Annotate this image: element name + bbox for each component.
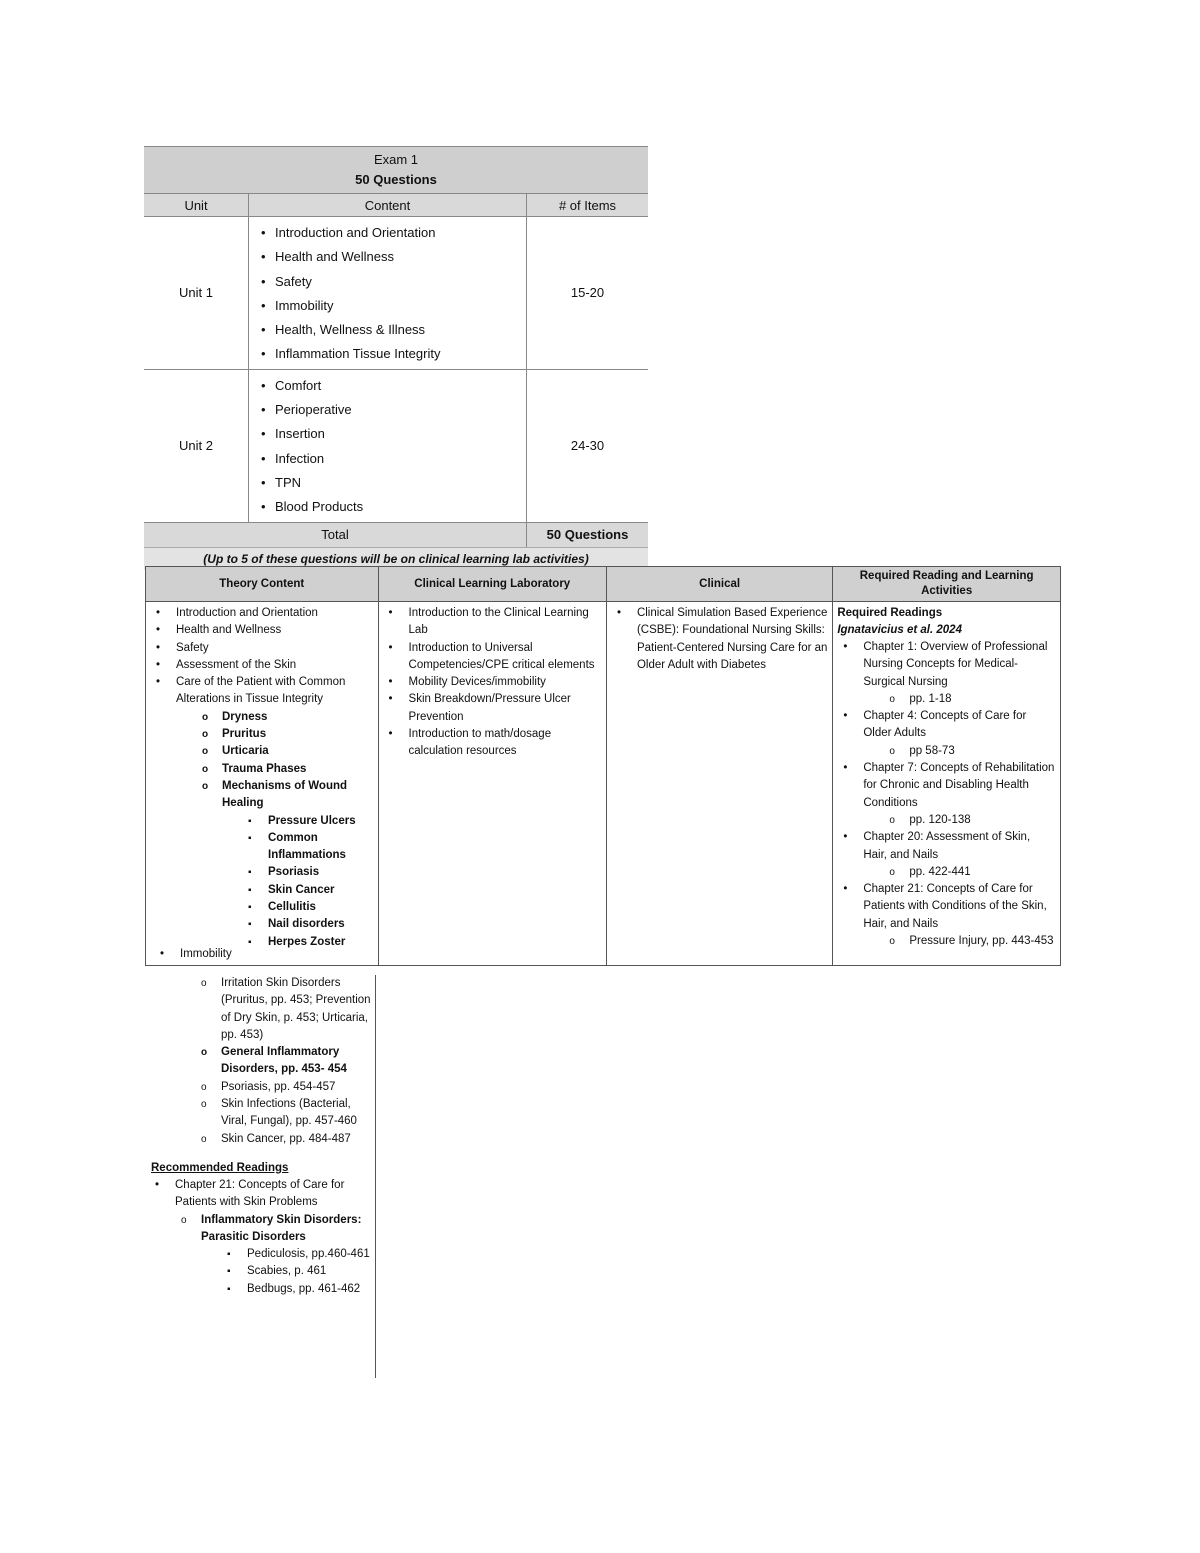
list-item: • TPN <box>257 471 526 495</box>
list-item <box>196 778 374 951</box>
list-item: • Clinical Simulation Based Experience (CSBE): Foundational Nursing Skills: Patient-Centered Nursing Care for an Older Adult with Diabetes <box>611 605 828 674</box>
list-item <box>145 1177 375 1298</box>
list-item-label: Care of the Patient with Common Alterations in Tissue Integrity <box>176 676 346 706</box>
table-row <box>144 217 648 370</box>
chapter-title: Chapter 21: Concepts of Care for Patients with Skin Problems <box>175 1178 345 1209</box>
continuation-column <box>145 975 376 1378</box>
list-item: • Introduction to Universal Competencies/CPE critical elements <box>383 640 602 675</box>
list-item: o Pruritus <box>196 726 374 743</box>
exam-header-row <box>144 194 648 217</box>
list-item: • Insertion <box>257 422 526 446</box>
theory-cell <box>146 602 379 966</box>
chapter-title: Chapter 1: Overview of Professional Nursing Concepts for Medical-Surgical Nursing <box>863 641 1048 688</box>
list-item <box>837 708 1056 760</box>
list-item: • Comfort <box>257 374 526 398</box>
exam-total-row <box>144 522 648 547</box>
unit-name: Unit 2 <box>144 369 249 522</box>
chapter-title: Chapter 4: Concepts of Care for Older Adults <box>863 710 1027 740</box>
chapter-title: Chapter 7: Concepts of Rehabilitation for Chronic and Disabling Health Conditions <box>863 762 1055 809</box>
recommended-readings-heading: Recommended Readings <box>151 1161 289 1174</box>
list-item-label: Mechanisms of Wound Healing <box>222 779 348 810</box>
list-item <box>837 829 1056 881</box>
required-readings-heading: Required Readings <box>837 607 943 619</box>
exam-note: (Up to 5 of these questions will be on clinical learning lab activities) <box>144 547 648 570</box>
chapter-title: Chapter 21: Concepts of Care for Patients with Conditions of the Skin, Hair, and Nails <box>863 883 1047 930</box>
chapter-pages: o pp 58-73 <box>883 743 1056 760</box>
list-item: ▪ Psoriasis <box>242 864 374 881</box>
exam-header-content: Content <box>249 194 527 217</box>
list-item: • Health, Wellness & Illness <box>257 318 526 342</box>
list-item: • Immobility <box>257 294 526 318</box>
lab-cell <box>378 602 606 966</box>
recommended-list <box>145 1177 375 1298</box>
exam-table <box>144 146 648 570</box>
list-item: ▪ Cellulitis <box>242 899 374 916</box>
clinical-list <box>611 605 828 674</box>
header-theory: Theory Content <box>146 567 379 602</box>
list-item: • Mobility Devices/immobility <box>383 674 602 691</box>
list-item: • Immobility <box>154 946 232 963</box>
list-item: o Irritation Skin Disorders (Pruritus, pp. 453; Prevention of Dry Skin, p. 453; Urticaria, pp. 453) <box>195 975 375 1044</box>
unit-name: Unit 1 <box>144 217 249 370</box>
exam-header-items: # of Items <box>527 194 649 217</box>
header-lab: Clinical Learning Laboratory <box>378 567 606 602</box>
exam-title: Exam 1 <box>373 152 419 167</box>
total-value: 50 Questions <box>527 522 649 547</box>
unit-topic-list <box>257 374 526 520</box>
list-item: o Psoriasis, pp. 454-457 <box>195 1079 375 1096</box>
list-item: ▪ Skin Cancer <box>242 882 374 899</box>
list-item: ▪ Nail disorders <box>242 916 374 933</box>
reading-author: Ignatavicius et al. 2024 <box>837 624 962 636</box>
list-item: • Skin Breakdown/Pressure Ulcer Prevention <box>383 691 602 726</box>
chapter-title: Chapter 20: Assessment of Skin, Hair, and Nails <box>863 831 1031 861</box>
exam-subtitle: 50 Questions <box>355 172 437 187</box>
list-item: ▪ Bedbugs, pp. 461-462 <box>221 1281 375 1298</box>
list-item: o Dryness <box>196 709 374 726</box>
list-item: ▪ Herpes Zoster <box>242 934 374 951</box>
course-table <box>145 566 1061 966</box>
theory-subsublist <box>242 813 374 951</box>
header-clinical: Clinical <box>606 567 832 602</box>
list-item <box>837 639 1056 708</box>
list-item: • Inflammation Tissue Integrity <box>257 342 526 366</box>
list-item: o Skin Cancer, pp. 484-487 <box>195 1131 375 1148</box>
course-header-row <box>146 567 1061 602</box>
exam-title-row <box>144 147 648 194</box>
reading-list <box>837 639 1056 950</box>
list-item <box>150 674 374 951</box>
clinical-cell <box>606 602 832 966</box>
list-item: o Urticaria <box>196 743 374 760</box>
list-item: • Introduction to the Clinical Learning Lab <box>383 605 602 640</box>
list-item: • Introduction and Orientation <box>150 605 374 622</box>
list-item: • Blood Products <box>257 495 526 519</box>
list-item: • Perioperative <box>257 398 526 422</box>
continuation-sublist <box>195 975 375 1148</box>
list-item: ▪ Pediculosis, pp.460-461 <box>221 1246 375 1263</box>
list-item: o General Inflammatory Disorders, pp. 453- 454 <box>195 1044 375 1079</box>
unit-item-count: 15-20 <box>527 217 649 370</box>
chapter-pages: o Pressure Injury, pp. 443-453 <box>883 933 1056 950</box>
course-content-row <box>146 602 1061 966</box>
unit-item-count: 24-30 <box>527 369 649 522</box>
chapter-pages: o pp. 120-138 <box>883 812 1056 829</box>
chapter-pages: o pp. 422-441 <box>883 864 1056 881</box>
list-item <box>837 881 1056 950</box>
list-item-label: Inflammatory Skin Disorders: Parasitic Disorders <box>201 1213 362 1243</box>
list-item: ▪ Common Inflammations <box>242 830 374 865</box>
theory-list-last <box>154 946 232 963</box>
header-reading: Required Reading and Learning Activities <box>833 567 1061 602</box>
exam-header-unit: Unit <box>144 194 249 217</box>
list-item: • Health and Wellness <box>150 622 374 639</box>
list-item: • Assessment of the Skin <box>150 657 374 674</box>
unit-content <box>249 369 527 522</box>
list-item: • Introduction and Orientation <box>257 221 526 245</box>
list-item: ▪ Pressure Ulcers <box>242 813 374 830</box>
lab-list <box>383 605 602 761</box>
chapter-pages: o pp. 1-18 <box>883 691 1056 708</box>
unit-content <box>249 217 527 370</box>
exam-title-cell <box>144 147 648 194</box>
list-item: ▪ Scabies, p. 461 <box>221 1263 375 1280</box>
table-row <box>144 369 648 522</box>
list-item: o Skin Infections (Bacterial, Viral, Fungal), pp. 457-460 <box>195 1096 375 1131</box>
list-item: • Health and Wellness <box>257 245 526 269</box>
list-item: • Safety <box>150 640 374 657</box>
reading-cell <box>833 602 1061 966</box>
unit-topic-list <box>257 221 526 367</box>
list-item: • Infection <box>257 447 526 471</box>
theory-sublist <box>196 709 374 951</box>
total-label: Total <box>144 522 527 547</box>
list-item <box>175 1212 375 1298</box>
theory-list <box>150 605 374 951</box>
list-item: • Introduction to math/dosage calculation resources <box>383 726 602 761</box>
list-item: o Trauma Phases <box>196 761 374 778</box>
list-item <box>837 760 1056 829</box>
list-item: • Safety <box>257 270 526 294</box>
